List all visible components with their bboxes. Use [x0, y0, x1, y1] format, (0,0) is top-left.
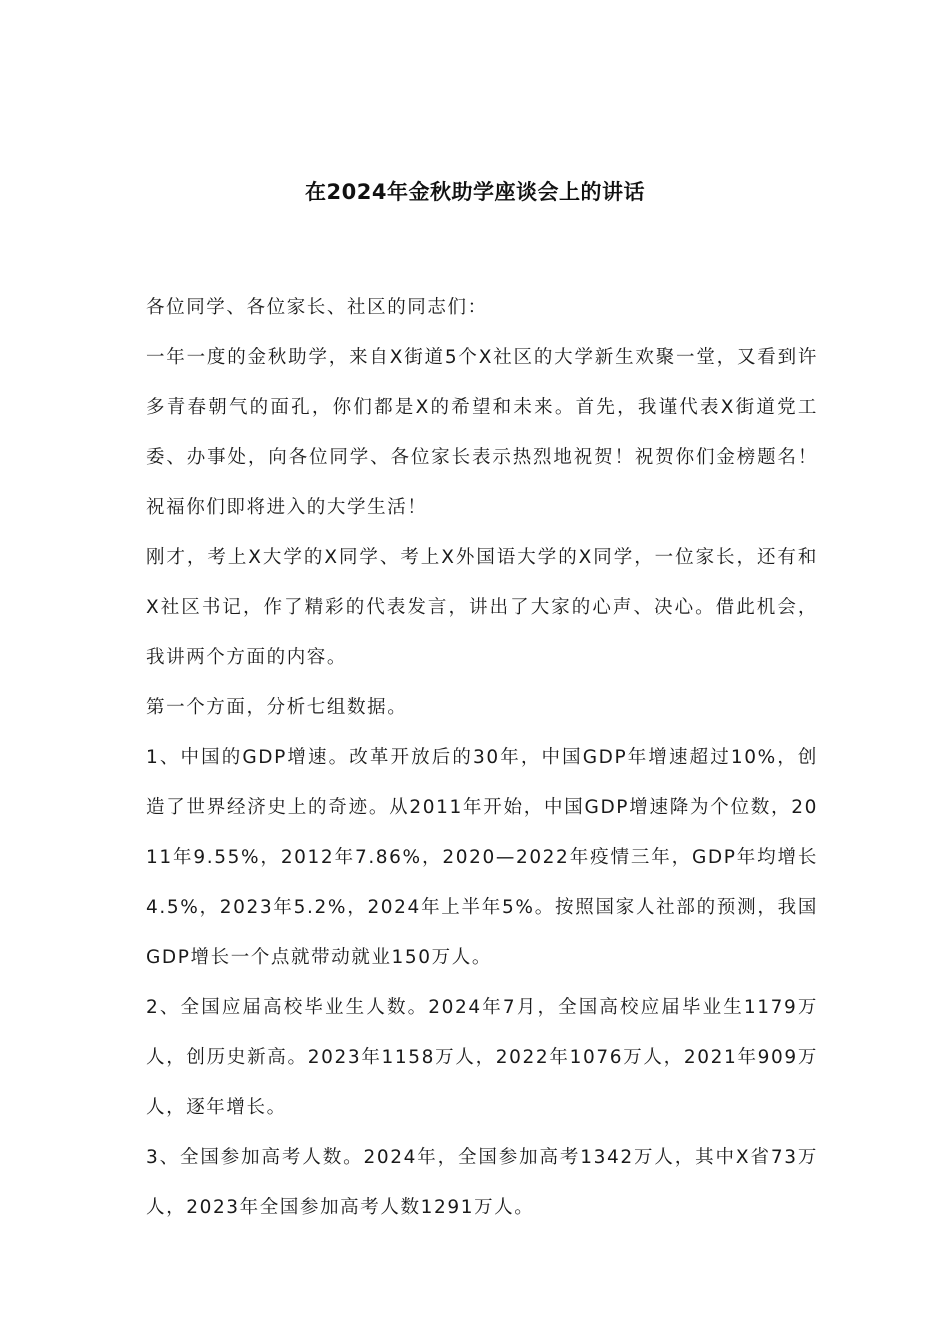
- paragraph-speakers: 刚才，考上X大学的X同学、考上X外国语大学的X同学，一位家长，还有和X社区书记，作了精彩的代表发言，讲出了大家的心声、决心。借此机会，我讲两个方面的内容。: [146, 547, 818, 668]
- document-body: [146, 283, 818, 1233]
- paragraph-opening: 一年一度的金秋助学，来自X街道5个X社区的大学新生欢聚一堂，又看到许多青春朝气的面孔，你们都是X的希望和未来。首先，我谨代表X街道党工委、办事处，向各位同学、各位家长表示热烈地祝贺！祝贺你们金榜题名！祝福你们即将进入的大学生活！: [146, 347, 818, 518]
- paragraph-item-exam: 3、全国参加高考人数。2024年，全国参加高考1342万人，其中X省73万人，2023年全国参加高考人数1291万人。: [146, 1147, 818, 1218]
- paragraph-greeting: 各位同学、各位家长、社区的同志们：: [146, 297, 488, 318]
- paragraph-section-heading: 第一个方面，分析七组数据。: [146, 697, 408, 718]
- paragraph-item-gdp: 1、中国的GDP增速。改革开放后的30年，中国GDP年增速超过10%，创造了世界经济史上的奇迹。从2011年开始，中国GDP增速降为个位数，2011年9.55%，2012年7.86%，2020—2022年疫情三年，GDP年均增长4.5%，2023年5.2%，2024年上半年5%。按照国家人社部的预测，我国GDP增长一个点就带动就业150万人。: [146, 747, 818, 968]
- document-title: 在2024年金秋助学座谈会上的讲话: [305, 180, 645, 205]
- paragraph-item-graduates: 2、全国应届高校毕业生人数。2024年7月，全国高校应届毕业生1179万人，创历史新高。2023年1158万人，2022年1076万人，2021年909万人，逐年增长。: [146, 997, 818, 1118]
